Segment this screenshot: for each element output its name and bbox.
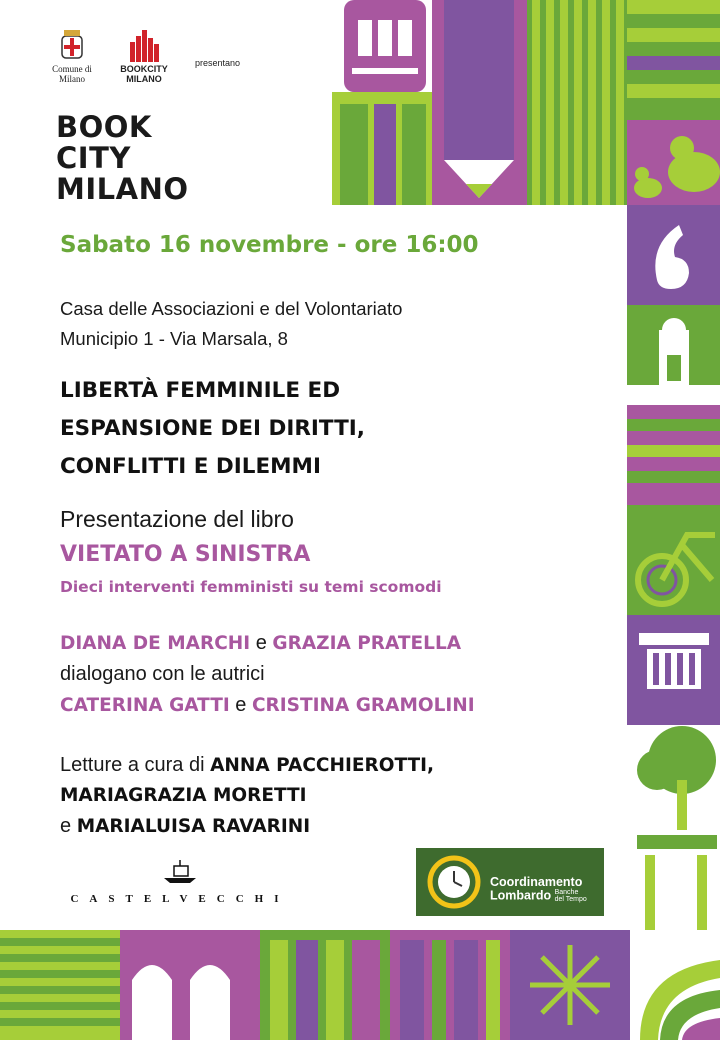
- reader-name: ANNA PACCHIEROTTI,: [210, 755, 435, 776]
- bookcity-small-line2: MILANO: [126, 74, 162, 84]
- reader-name: MARIALUISA RAVARINI: [76, 816, 311, 837]
- readings-intro: Letture a cura di: [60, 754, 211, 776]
- book-intro: Presentazione del libro: [60, 506, 294, 532]
- coord-small-text: [555, 889, 587, 903]
- bookcity-small-line1: BOOKCITY: [120, 64, 168, 74]
- presentano-text: presentano: [195, 58, 241, 68]
- comune-line1: Comune di: [52, 64, 92, 74]
- castelvecchi-name: CASTELVECCHI: [70, 893, 290, 905]
- coat-of-arms-icon: [58, 30, 86, 62]
- event-date: Sabato 16 novembre - ore 16:00: [60, 232, 479, 258]
- reader-name: MARIAGRAZIA MORETTI: [60, 785, 307, 806]
- brand-line1: BOOK: [56, 110, 152, 144]
- right-column-artwork: [627, 205, 720, 930]
- building-icon: [639, 633, 709, 645]
- event-title: [60, 372, 365, 486]
- dialogue-text: dialogano con le autrici: [60, 663, 265, 685]
- event-venue: [60, 294, 402, 354]
- venue-line1: Casa delle Associazioni e del Volontariato: [60, 298, 403, 319]
- coordinamento-logo: [416, 848, 604, 916]
- author-name: CRISTINA GRAMOLINI: [251, 695, 475, 716]
- coord-line2: Lombardo: [490, 888, 552, 903]
- clock-icon: [424, 854, 484, 910]
- event-title-line3: CONFLITTI E DILEMMI: [60, 454, 321, 479]
- venue-line2: Municipio 1 - Via Marsala, 8: [60, 328, 288, 349]
- coord-small2: del Tempo: [554, 896, 587, 903]
- book-subtitle: Dieci interventi femministi su temi scomodi: [60, 578, 442, 596]
- coord-line1: Coordinamento: [490, 875, 583, 889]
- conjunction: e: [250, 632, 273, 654]
- ship-icon: [160, 858, 200, 884]
- coord-small1: Banche: [554, 889, 579, 896]
- coordinamento-text: [490, 876, 587, 903]
- dialogue-block: [60, 628, 475, 721]
- brand-line2: CITY: [56, 141, 131, 175]
- event-title-line1: LIBERTÀ FEMMINILE ED: [60, 378, 341, 403]
- host-name: DIANA DE MARCHI: [60, 633, 251, 654]
- host-name: GRAZIA PRATELLA: [272, 633, 462, 654]
- pencil-icon: [444, 0, 514, 160]
- book-title: VIETATO A SINISTRA: [60, 542, 311, 567]
- author-name: CATERINA GATTI: [60, 695, 230, 716]
- conjunction: e: [229, 694, 252, 716]
- bottom-artwork: [0, 930, 720, 1040]
- top-right-artwork: [332, 0, 720, 205]
- comune-milano-logo: [52, 30, 92, 84]
- readings-block: [60, 750, 434, 842]
- brand-line3: MILANO: [56, 172, 189, 206]
- sun-icon: [530, 945, 610, 1025]
- conjunction: e: [60, 815, 77, 837]
- comune-line2: Milano: [59, 74, 85, 84]
- event-title-line2: ESPANSIONE DEI DIRITTI,: [60, 416, 365, 441]
- bookcity-skyline-icon: [126, 30, 162, 62]
- bookcity-small-logo: [116, 30, 172, 84]
- brand-title: [56, 112, 189, 205]
- castelvecchi-logo: [60, 858, 300, 905]
